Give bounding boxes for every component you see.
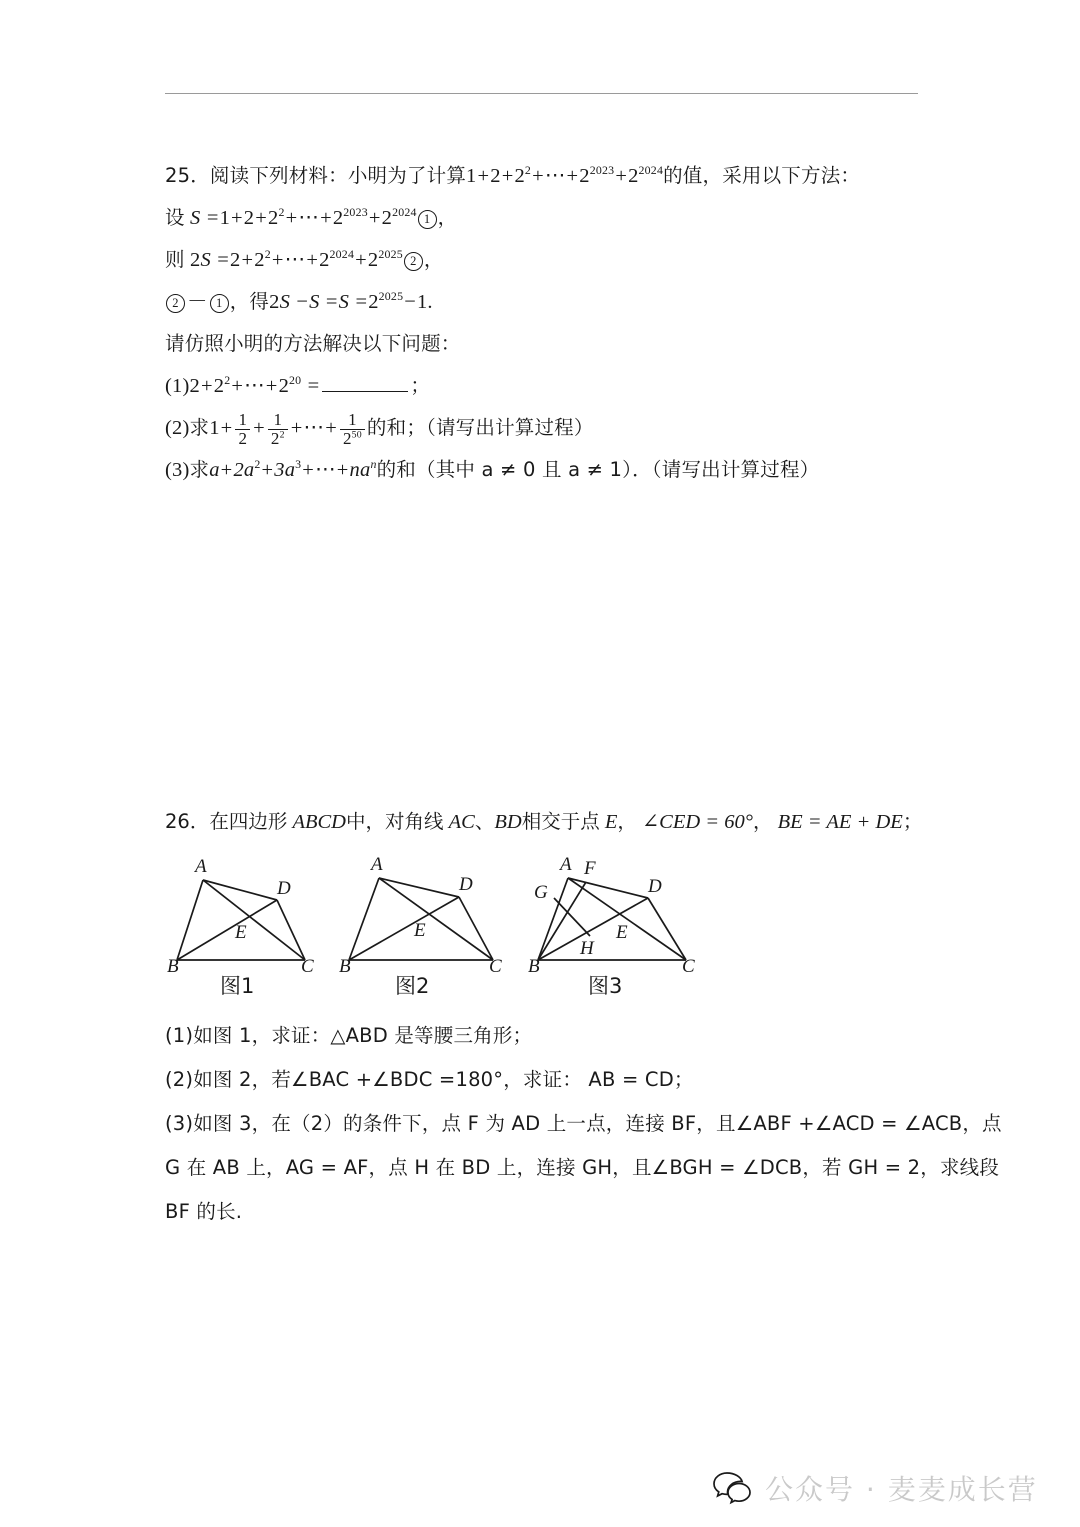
footer-watermark — [712, 1468, 1038, 1508]
label-A: A — [560, 854, 572, 875]
q26-diagonal-ac: AC — [448, 811, 475, 833]
q25-part3-verb: 求 — [189, 458, 210, 481]
exp-50: 50 — [351, 429, 362, 441]
figure-3 — [528, 852, 708, 998]
q25-2s-expression: $2S =2+2^2+\cdots+2^{2024}+2^{2025}$ — [190, 247, 403, 271]
q26-part3-text-line-1: (3)如图 3，在（2）的条件下，点 F 为 AD 上一点，连接 BF，且∠ABF +∠ACD = ∠ACB，点 — [165, 1112, 1002, 1135]
segment-BA — [177, 880, 203, 960]
q25-result-expression: $2S -S =S =2^{2025}-1$. — [269, 289, 433, 313]
q25-part3-label: (3) — [165, 459, 190, 481]
exp-2: 2 — [264, 247, 271, 262]
q25-part3-expression: $a+2a^2+3a^3+\cdots+na^n$ — [209, 457, 377, 481]
exp-2: 2 — [254, 457, 261, 472]
exp-20: 20 — [289, 373, 302, 388]
diagonal-BD — [349, 897, 459, 960]
exp-2023: 2023 — [589, 163, 615, 178]
segment-BA — [349, 878, 379, 960]
q26-semicolon: ； — [902, 810, 923, 833]
q25-line2-comma: ， — [437, 206, 458, 229]
figure-1 — [165, 852, 325, 998]
q26-part-3-line-3 — [165, 1190, 955, 1234]
q26-part2-text: (2)如图 2，若∠BAC +∠BDC =180°，求证： AB = CD； — [165, 1068, 694, 1091]
q26-part1-text: (1)如图 1，求证：△ABD 是等腰三角形； — [165, 1024, 533, 1047]
q26-part-3-line-1 — [165, 1102, 1002, 1146]
exp-2024: 2024 — [329, 247, 355, 262]
figures-row — [165, 852, 765, 1002]
q25-line-4 — [165, 281, 945, 323]
label-H: H — [580, 938, 594, 959]
question-26-header — [165, 806, 922, 834]
segment-DC — [277, 900, 305, 960]
fraction-one-half: $\frac{1}{2}$ — [235, 411, 250, 448]
label-G: G — [534, 882, 548, 903]
exp-2: 2 — [224, 373, 231, 388]
q25-s-expression: $=1+2+2^2+\cdots+2^{2023}+2^{2024}$ — [206, 205, 417, 229]
q25-line-1 — [165, 155, 945, 197]
label-A: A — [371, 854, 383, 875]
q25-set-label: 设 — [165, 206, 185, 229]
exp-2: 2 — [278, 205, 285, 220]
q26-comma-2: ， — [752, 810, 773, 833]
label-C: C — [489, 956, 502, 972]
q25-part3-tail: 的和（其中 a ≠ 0 且 a ≠ 1）．（请写出计算过程） — [376, 458, 820, 481]
answer-blank[interactable] — [322, 376, 408, 392]
q25-part1-label: (1) — [165, 375, 190, 397]
segment-DC — [648, 898, 686, 960]
circled-two: 2 — [166, 294, 185, 313]
q25-s-symbol: S — [190, 207, 201, 229]
exp-3: 3 — [295, 457, 302, 472]
label-F: F — [584, 858, 596, 879]
q26-part3-text-line-2: G 在 AB 上，AG = AF，点 H 在 BD 上，连接 GH，且∠BGH = ∠DCB，若 GH = 2，求线段 — [165, 1156, 1000, 1179]
q26-angle-ced: ∠CED = 60° — [642, 811, 753, 833]
q25-instruction — [165, 323, 945, 365]
label-E: E — [235, 922, 247, 943]
exp-2024: 2024 — [392, 205, 417, 220]
label-C: C — [301, 956, 314, 972]
footer-text: 公众号 · 麦麦成长营 — [765, 1473, 1038, 1506]
exp-n: n — [370, 457, 377, 472]
segment-AD — [203, 880, 277, 900]
figure-3-caption: 图3 — [588, 974, 623, 998]
label-D: D — [459, 874, 473, 895]
q25-part1-expression: $2+2^2+\cdots+2^{20}$ = — [189, 373, 320, 397]
q26-text-1: 在四边形 — [209, 810, 288, 833]
diagonal-AC — [379, 878, 493, 960]
q25-line-3 — [165, 239, 945, 281]
q25-part2-tail: 的和；（请写出计算过程） — [366, 416, 594, 439]
exp-2: 2 — [524, 163, 532, 178]
q25-part2-label: (2) — [165, 417, 190, 439]
minus-sign: － — [187, 291, 208, 313]
circled-one: 1 — [210, 294, 229, 313]
exp-2024: 2024 — [638, 163, 664, 178]
q25-lead-expression: $1+2+2^2+\cdots+2^{2023}+2^{2024}$ — [466, 163, 664, 187]
header-divider — [165, 93, 918, 94]
label-E: E — [616, 922, 628, 943]
fraction-one-over-2-pow-50: $\frac{1}{2^{50}}$ — [340, 411, 365, 448]
q26-number: 26． — [165, 810, 210, 833]
q26-comma-1: ， — [617, 810, 637, 833]
q25-part1-tail: ； — [410, 374, 431, 397]
circled-two: 2 — [404, 252, 423, 271]
exp-2: 2 — [279, 429, 285, 441]
label-B: B — [339, 956, 351, 972]
figure-2 — [337, 852, 512, 998]
figure-1-diagram — [165, 852, 325, 972]
q25-part-3 — [165, 449, 945, 491]
diagonal-BD — [177, 900, 277, 960]
q25-number: 25． — [165, 164, 210, 187]
q26-diagonal-bd: BD — [494, 811, 522, 833]
fraction-one-over-2-squared: $\frac{1}{2^2}$ — [268, 411, 288, 448]
q26-point-e: E — [604, 811, 618, 833]
figure-1-caption: 图1 — [220, 974, 255, 998]
q25-part-1 — [165, 365, 945, 407]
q25-then-label: 则 — [165, 248, 185, 271]
question-25-block — [165, 155, 945, 491]
exp-2023: 2023 — [343, 205, 368, 220]
q25-line4-comma: ， — [229, 290, 250, 313]
figure-2-caption: 图2 — [395, 974, 430, 998]
segment-DC — [459, 897, 493, 960]
q25-lead-text-2: 的值，采用以下方法： — [663, 164, 861, 187]
q26-be-equation: BE = AE + DE — [777, 811, 903, 833]
figure-2-diagram — [337, 852, 512, 972]
wechat-icon — [712, 1471, 752, 1505]
label-C: C — [682, 956, 695, 972]
q25-part2-verb: 求 — [189, 416, 210, 439]
label-A: A — [195, 856, 207, 877]
segment-AD — [568, 878, 648, 898]
q26-part3-text-line-3: BF 的长. — [165, 1200, 243, 1223]
q26-quad-abcd: ABCD — [292, 811, 346, 833]
q25-get-label: 得 — [249, 290, 270, 313]
label-B: B — [528, 956, 540, 972]
q26-text-2: 中，对角线 — [346, 810, 444, 833]
q25-part2-expression: 1+ $\frac{1}{2}$ + $\frac{1}{2^2}$ +⋯+ $\frac{1}{2^{50}}$ — [209, 417, 367, 439]
q25-line-2 — [165, 197, 945, 239]
circled-one: 1 — [418, 210, 437, 229]
q25-line3-comma: ， — [423, 248, 444, 271]
exp-2025: 2025 — [378, 247, 403, 262]
q25-part-2 — [165, 407, 945, 449]
figure-3-diagram — [528, 852, 708, 972]
question-26-parts — [165, 1014, 1002, 1234]
q25-lead-text-1: 阅读下列材料：小明为了计算 — [209, 164, 467, 187]
label-B: B — [167, 956, 179, 972]
q26-part-2 — [165, 1058, 955, 1102]
q26-part-3-line-2 — [165, 1146, 1000, 1190]
exp-2025: 2025 — [378, 289, 404, 304]
q26-text-3: 相交于点 — [521, 810, 600, 833]
q25-instruction-text: 请仿照小明的方法解决以下问题： — [165, 332, 461, 355]
label-D: D — [648, 876, 662, 897]
label-D: D — [277, 878, 291, 899]
q26-dun-separator: 、 — [474, 810, 495, 833]
q26-part-1 — [165, 1014, 955, 1058]
label-E: E — [414, 920, 426, 941]
